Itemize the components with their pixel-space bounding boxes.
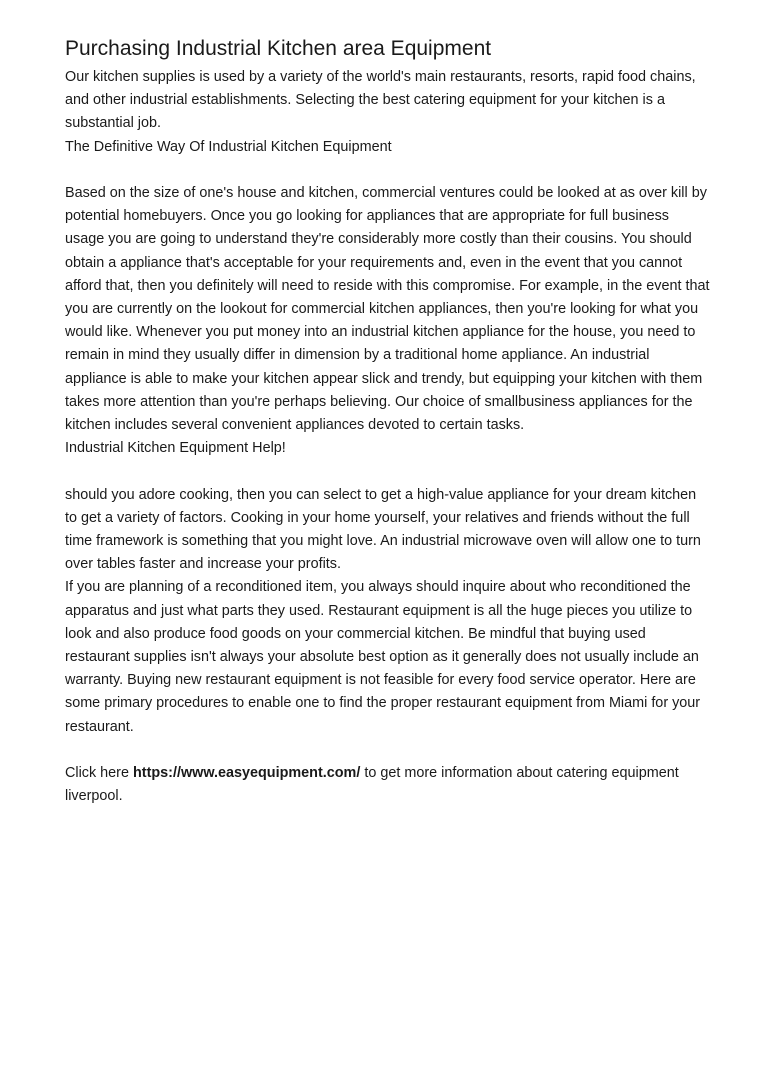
spacer [65,460,710,483]
cta-paragraph [65,762,710,808]
spacer [65,159,710,182]
document-page [65,36,710,808]
cta-prefix: Click here [65,765,133,782]
section2-paragraph-1: should you adore cooking, then you can select to get a high-value appliance for your dream kitchen to get a variety of factors. Cooking in your home yourself, your relatives and friends without the full time framework is something that you might love. An industrial microwave oven will allow one to turn over tables faster and increase your profits. [65,486,701,573]
section1-heading: The Definitive Way Of Industrial Kitchen Equipment [65,138,392,155]
section2-heading: Industrial Kitchen Equipment Help! [65,440,286,457]
section1-paragraph: Based on the size of one's house and kitchen, commercial ventures could be looked at as over kill by potential homebuyers. Once you go looking for appliances that are appropriate for full business usage you are going to understand they're considerably more costly than their cousins. You should obtain a appliance that's acceptable for your requirements and, even in the event that you cannot afford that, then you definitely will need to reside with this compromise. For example, in the event that you are currently on the lookout for commercial kitchen appliances, then you're looking for what you would like. Whenever you put money into an industrial kitchen appliance for the house, you need to remain in mind they usually differ in dimension by a traditional home appliance. An industrial appliance is able to make your kitchen appear slick and trendy, but equipping your kitchen with them takes more attention than you're perhaps believing. Our choice of smallbusiness appliances for the kitchen includes several convenient appliances devoted to certain tasks. [65,185,710,434]
document-title: Purchasing Industrial Kitchen area Equipment [65,37,492,60]
spacer [65,739,710,762]
intro-paragraph: Our kitchen supplies is used by a variety of the world's main restaurants, resorts, rapid food chains, and other industrial establishments. Selecting the best catering equipment for your kitchen is a substantial job. [65,69,696,132]
cta-suffix: to get more information about catering equipment liverpool. [65,765,679,805]
easyequipment-link[interactable]: https://www.easyequipment.com/ [132,765,361,782]
section2-paragraph-2: If you are planning of a reconditioned item, you always should inquire about who reconditioned the apparatus and just what parts they used. Restaurant equipment is all the huge pieces you utilize to look and also produce food goods on your commercial kitchen. Be mindful that buying used restaurant supplies isn't always your absolute best option as it generally does not usually include an warranty. Buying new restaurant equipment is not feasible for every food service operator. Here are some primary procedures to enable one to find the proper restaurant equipment from Miami for your restaurant. [65,579,701,735]
